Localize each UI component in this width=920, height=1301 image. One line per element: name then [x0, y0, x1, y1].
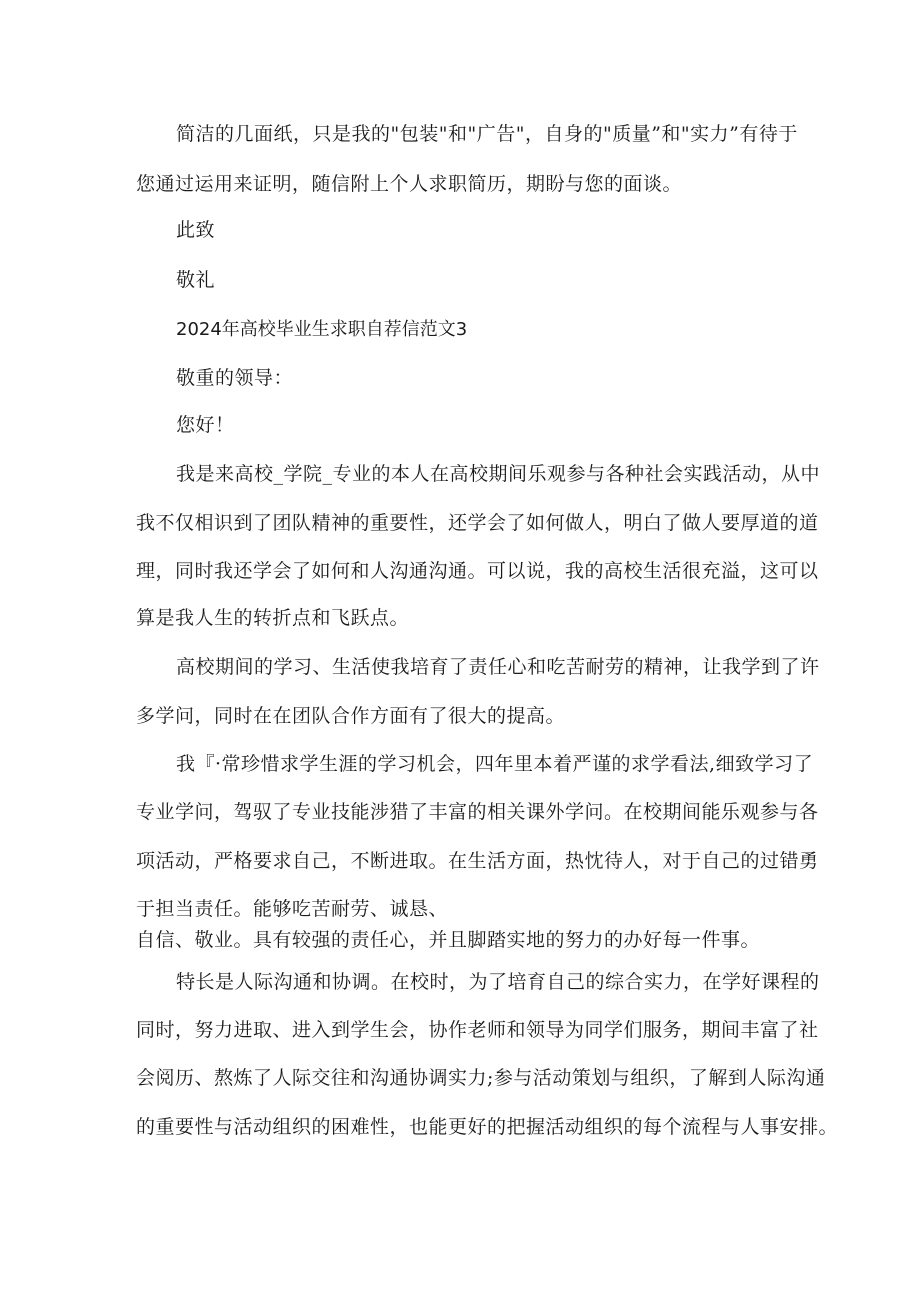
paragraph-2-line-1: 高校期间的学习、生活使我培育了责任心和吃苦耐劳的精神，让我学到了许 — [176, 656, 820, 678]
paragraph-1-line-2: 我不仅相识到了团队精神的重要性，还学会了如何做人，明白了做人要厚道的道 — [136, 512, 819, 534]
intro-line-1: 简洁的几面纸，只是我的"包装"和"广告"，自身的"质量”和"实力”有待于 — [176, 123, 798, 145]
paragraph-4-line-2: 同时，努力进取、进入到学生会，协作老师和领导为同学们服务，期间丰富了社 — [136, 1019, 819, 1041]
paragraph-1-line-4: 算是我人生的转折点和飞跃点。 — [136, 607, 410, 629]
paragraph-3-line-4: 于担当责任。能够吃苦耐劳、诚恳、 — [136, 898, 449, 920]
paragraph-3-line-5: 自信、敬业。具有较强的责任心，并且脚踏实地的努力的办好每一件事。 — [136, 929, 761, 951]
paragraph-3-line-2: 专业学问，驾驭了专业技能涉猎了丰富的相关课外学问。在校期间能乐观参与各 — [136, 801, 819, 823]
paragraph-1-line-3: 理，同时我还学会了如何和人沟通沟通。可以说，我的高校生活很充溢，这可以 — [136, 560, 819, 582]
paragraph-4-line-3: 会阅历、熬炼了人际交往和沟通协调实力;参与活动策划与组织，了解到人际沟通 — [136, 1067, 826, 1089]
paragraph-4-line-1: 特长是人际沟通和协调。在校时，为了培育自己的综合实力，在学好课程的 — [176, 971, 820, 993]
paragraph-3-line-3: 项活动，严格要求自己，不断进取。在生活方面，热忱待人，对于自己的过错勇 — [136, 850, 819, 872]
paragraph-1-line-1: 我是来高校_学院_专业的本人在高校期间乐观参与各种社会实践活动，从中 — [176, 463, 821, 485]
section-title: 2024年高校毕业生求职自荐信范文3 — [176, 319, 468, 340]
intro-line-2: 您通过运用来证明，随信附上个人求职简历，期盼与您的面谈。 — [136, 173, 683, 195]
paragraph-4-line-4: 的重要性与活动组织的困难性，也能更好的把握活动组织的每个流程与人事安排。 — [136, 1116, 839, 1138]
salutation: 敬重的领导： — [176, 367, 294, 389]
paragraph-2-line-2: 多学问，同时在在团队合作方面有了很大的提高。 — [136, 705, 566, 727]
closing-jingli: 敬礼 — [176, 269, 216, 291]
paragraph-3-line-1: 我『·常珍惜求学生涯的学习机会，四年里本着严谨的求学看法,细致学习了 — [176, 753, 814, 775]
greeting: 您好！ — [176, 414, 235, 436]
closing-cizhi: 此致 — [176, 219, 216, 241]
